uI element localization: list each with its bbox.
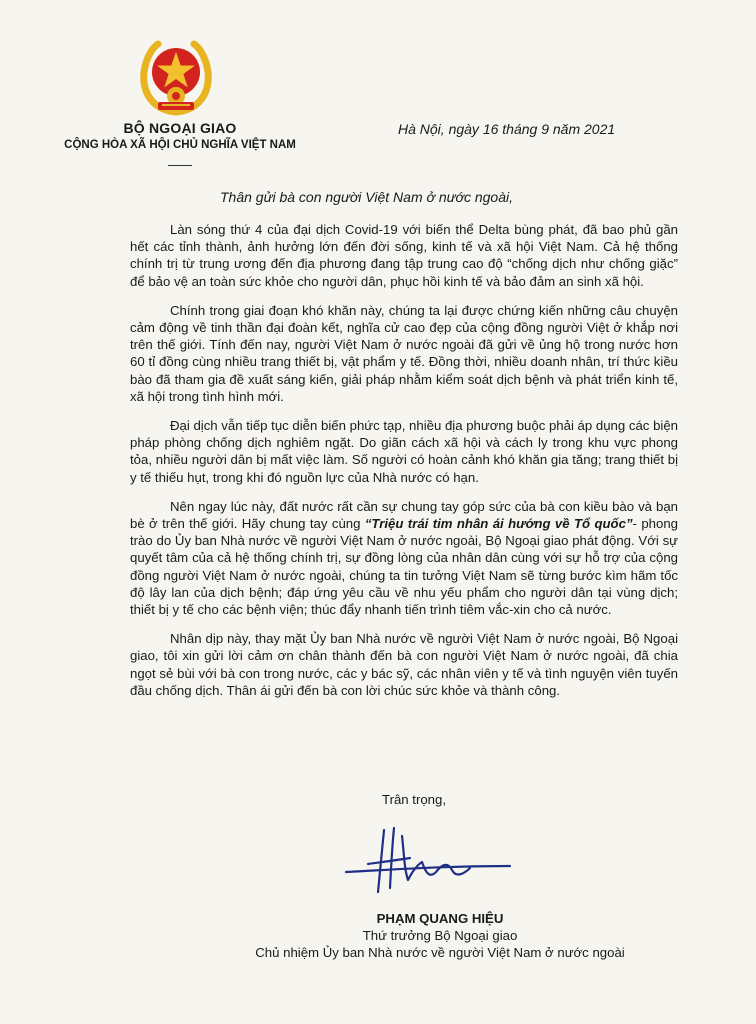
paragraph: Đại dịch vẫn tiếp tục diễn biến phức tạp, nhiều địa phương buộc phải áp dụng các biện pháp phòng chống dịch nghiêm ngặt. Do giãn cách xã hội và cách ly trong khu vực phong tỏa, nhiều người dân bị mất việc làm. Số người có hoàn cảnh khó khăn gia tăng; trang thiết bị y tế thiếu hụt, trong khi đó nguồn lực của Nhà nước có hạn. — [130, 418, 679, 485]
paragraph-text: Nên ngay lúc này, đất nước rất cần sự chung tay góp sức của bà con kiều bào và bạn bè ở trên thế giới. Hãy chung tay cùng — [130, 498, 678, 532]
paragraph-text: - phong trào do Ủy ban Nhà nước về người Việt Nam ở nước ngoài, Bộ Ngoại giao phát động. Với sự quyết tâm của cả hệ thống chính trị, sự đồng lòng của nhân dân cùng với sự hỗ trợ của cộng đồng người Việt Nam ở nước ngoài, chúng ta tin tưởng Việt Nam sẽ từng bước kìm hãm tốc độ lây lan của dịch bệnh; đáp ứng yêu cầu về nhu yếu phẩm cho người dân tại vùng dịch; thiết bị y tế cho các bệnh viện; thúc đẩy nhanh tiến trình tiêm vắc-xin cho cả nước. — [130, 516, 678, 618]
handwritten-signature-icon — [338, 822, 518, 900]
issuing-organization — [60, 120, 300, 166]
paragraph — [130, 498, 678, 618]
signature-block — [220, 910, 660, 961]
national-emblem-icon — [138, 36, 214, 116]
signer-name: PHẠM QUANG HIỆU — [376, 911, 504, 926]
date-line: Hà Nội, ngày 16 tháng 9 năm 2021 — [398, 121, 616, 137]
salutation: Thân gửi bà con người Việt Nam ở nước ngoài, — [220, 189, 514, 205]
closing: Trân trọng, — [382, 792, 447, 807]
country-name: CỘNG HÒA XÃ HỘI CHỦ NGHĨA VIỆT NAM — [64, 139, 296, 151]
signer-title: Thứ trưởng Bộ Ngoại giao — [362, 928, 518, 943]
paragraph: Nhân dịp này, thay mặt Ủy ban Nhà nước về người Việt Nam ở nước ngoài, Bộ Ngoại giao, tôi xin gửi lời cảm ơn chân thành đến bà con người Việt Nam ở nước ngoài, đã chia ngọt sẻ bùi với bà con trong nước, các y bác sỹ, các nhân viên y tế và tình nguyện viên tuyến đầu chống dịch. Thân ái gửi đến bà con lời chúc sức khỏe và thành công. — [130, 631, 678, 698]
paragraph: Làn sóng thứ 4 của đại dịch Covid-19 với biến thể Delta bùng phát, đã bao phủ gần hết các tỉnh thành, ảnh hưởng lớn đến đời sống, kinh tế và xã hội Việt Nam. Cả hệ thống chính trị từ trung ương đến địa phương đang tập trung cao độ “chống dịch như chống giặc” để bảo vệ an toàn sức khỏe cho người dân, phục hồi kinh tế và bảo đảm an sinh xã hội. — [130, 222, 678, 289]
signer-title: Chủ nhiệm Ủy ban Nhà nước về người Việt Nam ở nước ngoài — [255, 945, 625, 960]
campaign-name: “Triệu trái tim nhân ái hướng về Tổ quốc” — [364, 516, 633, 532]
paragraph: Chính trong giai đoạn khó khăn này, chúng ta lại được chứng kiến những câu chuyện cảm động về tinh thần đại đoàn kết, nghĩa cử cao đẹp của cộng đồng người Việt ở khắp nơi trên thế giới. Tính đến nay, người Việt Nam ở nước ngoài đã gửi về ủng hộ trong nước hơn 60 tỉ đồng cùng nhiều trang thiết bị, vật phẩm y tế. Đồng thời, nhiều doanh nhân, trí thức kiều bào đã tham gia đề xuất sáng kiến, giải pháp nhằm kiểm soát dịch bệnh và phát triển kinh tế, xã hội trong tình hình mới. — [130, 302, 678, 404]
letter-body — [130, 221, 678, 711]
org-name: BỘ NGOẠI GIAO — [123, 120, 237, 136]
header-divider — [168, 165, 192, 166]
